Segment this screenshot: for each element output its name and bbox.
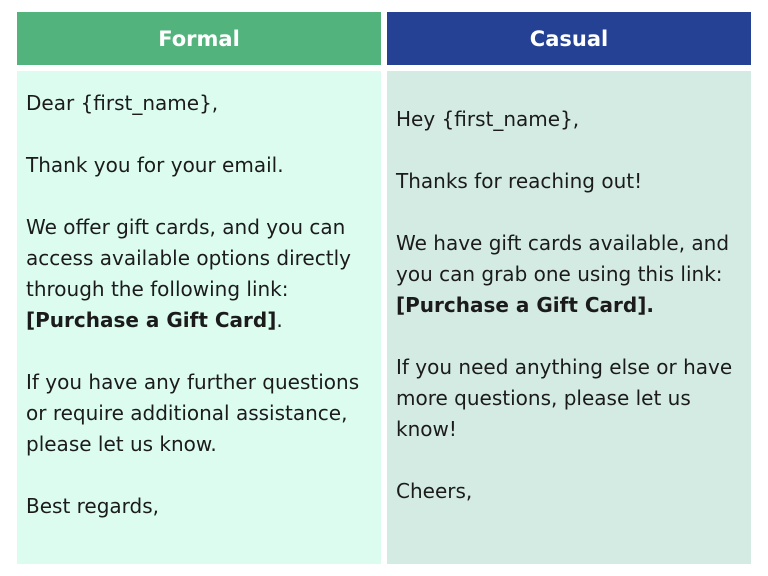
casual-signoff: Cheers,: [396, 479, 473, 503]
casual-offer-text: We have gift cards available, and you can grab one using this link:: [396, 231, 730, 286]
formal-greeting: Dear {first_name},: [26, 91, 219, 115]
formal-signoff: Best regards,: [26, 494, 160, 518]
casual-header: Casual: [387, 12, 751, 65]
casual-greeting: Hey {first_name},: [396, 107, 580, 131]
formal-offer-end: .: [276, 308, 283, 332]
formal-header: Formal: [17, 12, 381, 65]
formal-offer-text: We offer gift cards, and you can access available options directly through the following link:: [26, 215, 351, 301]
casual-thanks: Thanks for reaching out!: [396, 169, 643, 193]
casual-further-help: If you need anything else or have more questions, please let us know!: [396, 355, 733, 441]
casual-offer-paragraph: [396, 228, 743, 321]
formal-offer-paragraph: [26, 212, 373, 336]
formal-email-body: [17, 71, 381, 564]
casual-email-body: [387, 71, 751, 564]
casual-gift-card-link[interactable]: [Purchase a Gift Card].: [396, 293, 654, 317]
formal-gift-card-link[interactable]: [Purchase a Gift Card]: [26, 308, 277, 332]
formal-further-assistance: If you have any further questions or require additional assistance, please let us know.: [26, 370, 360, 456]
formal-thanks: Thank you for your email.: [26, 153, 284, 177]
